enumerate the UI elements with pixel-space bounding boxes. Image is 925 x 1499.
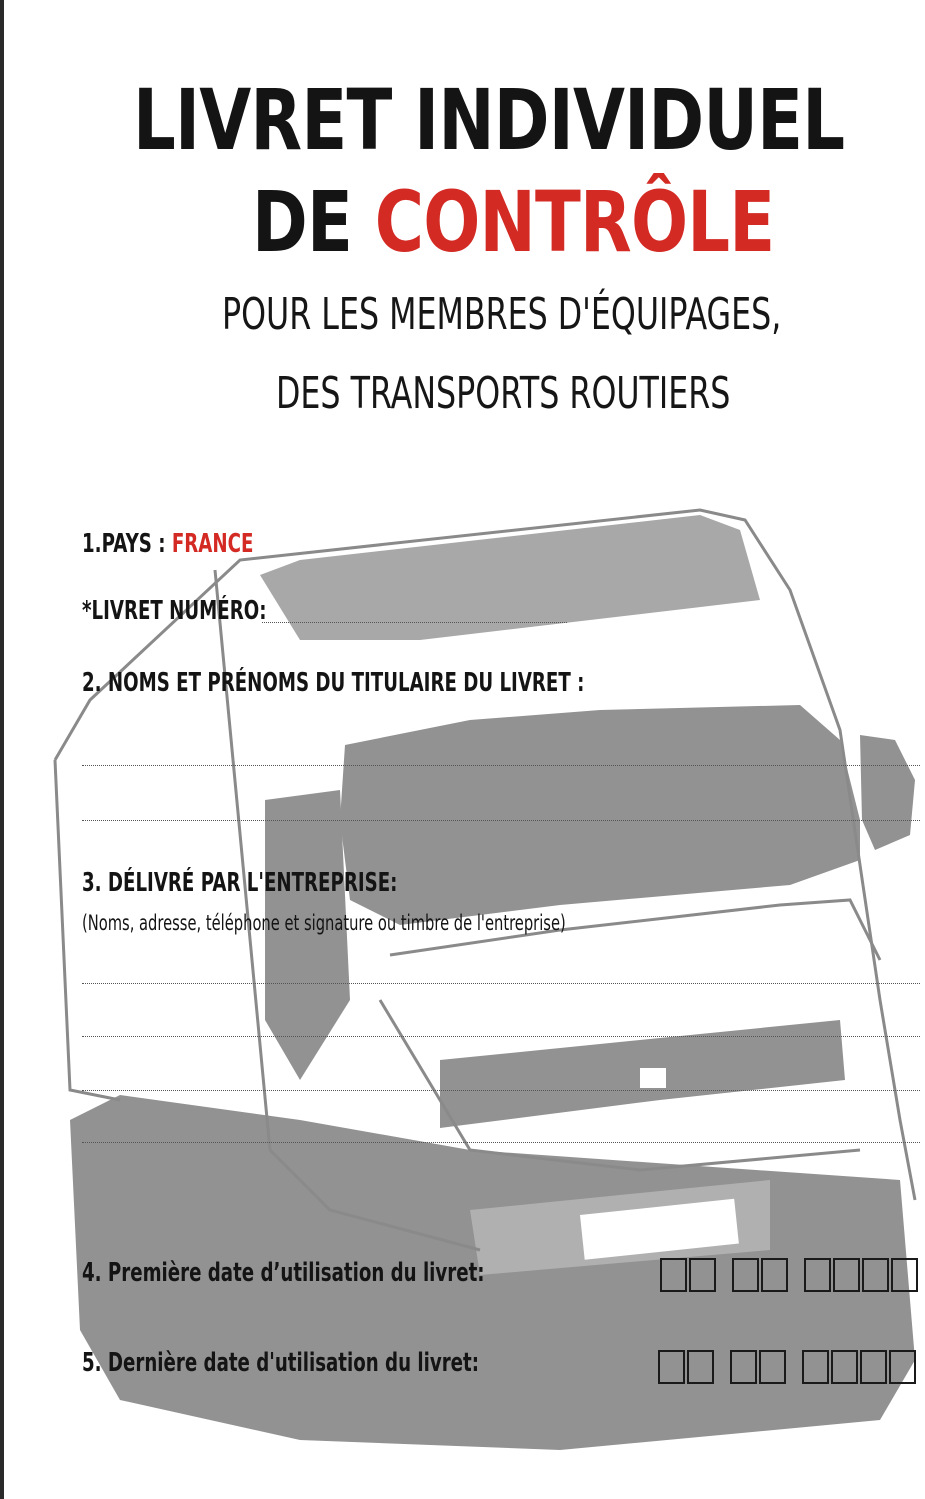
year-box[interactable] bbox=[804, 1258, 831, 1292]
month-box[interactable] bbox=[730, 1350, 757, 1384]
livret-numero-label: *LIVRET NUMÉRO: bbox=[82, 596, 267, 626]
livret-numero-line[interactable] bbox=[262, 622, 567, 623]
pays-label: 1.PAYS : bbox=[82, 529, 172, 559]
delivre-line-1[interactable] bbox=[82, 983, 920, 984]
truck-windshield bbox=[340, 705, 860, 925]
noms-line-2[interactable] bbox=[82, 820, 920, 821]
premiere-date-boxes[interactable] bbox=[660, 1258, 920, 1292]
truck-badge bbox=[640, 1068, 666, 1088]
delivre-hint: (Noms, adresse, téléphone et signature ou timbre de l'entreprise) bbox=[82, 911, 566, 935]
year-box[interactable] bbox=[802, 1350, 829, 1384]
year-box[interactable] bbox=[833, 1258, 860, 1292]
subtitle-line-2: DES TRANSPORTS ROUTIERS bbox=[276, 368, 731, 419]
year-box[interactable] bbox=[891, 1258, 918, 1292]
truck-wheel bbox=[150, 1140, 310, 1340]
month-box[interactable] bbox=[759, 1350, 786, 1384]
delivre-line-3[interactable] bbox=[82, 1090, 920, 1091]
delivre-label: 3. DÉLIVRÉ PAR L'ENTREPRISE: bbox=[82, 868, 398, 898]
year-box[interactable] bbox=[860, 1350, 887, 1384]
year-box[interactable] bbox=[889, 1350, 916, 1384]
delivre-line-4[interactable] bbox=[82, 1142, 920, 1143]
premiere-date-label: 4. Première date d’utilisation du livret: bbox=[82, 1258, 485, 1288]
title-line-2-accent: CONTRÔLE bbox=[374, 173, 775, 271]
month-box[interactable] bbox=[732, 1258, 759, 1292]
day-box[interactable] bbox=[658, 1350, 685, 1384]
noms-line-1[interactable] bbox=[82, 765, 920, 766]
pays-field bbox=[82, 531, 253, 557]
noms-label: 2. NOMS ET PRÉNOMS DU TITULAIRE DU LIVRET : bbox=[82, 668, 585, 698]
year-box[interactable] bbox=[862, 1258, 889, 1292]
delivre-line-2[interactable] bbox=[82, 1036, 920, 1037]
pays-value: FRANCE bbox=[171, 529, 254, 559]
title-line-2 bbox=[252, 173, 775, 271]
title-line-1: LIVRET INDIVIDUEL bbox=[133, 71, 845, 169]
truck-mirror bbox=[860, 735, 915, 850]
derniere-date-boxes[interactable] bbox=[658, 1350, 918, 1384]
derniere-date-label: 5. Dernière date d'utilisation du livret: bbox=[82, 1348, 480, 1378]
day-box[interactable] bbox=[689, 1258, 716, 1292]
day-box[interactable] bbox=[660, 1258, 687, 1292]
subtitle-line-1: POUR LES MEMBRES D'ÉQUIPAGES, bbox=[222, 289, 782, 340]
title-line-2-prefix: DE bbox=[252, 173, 375, 271]
year-box[interactable] bbox=[831, 1350, 858, 1384]
day-box[interactable] bbox=[687, 1350, 714, 1384]
month-box[interactable] bbox=[761, 1258, 788, 1292]
